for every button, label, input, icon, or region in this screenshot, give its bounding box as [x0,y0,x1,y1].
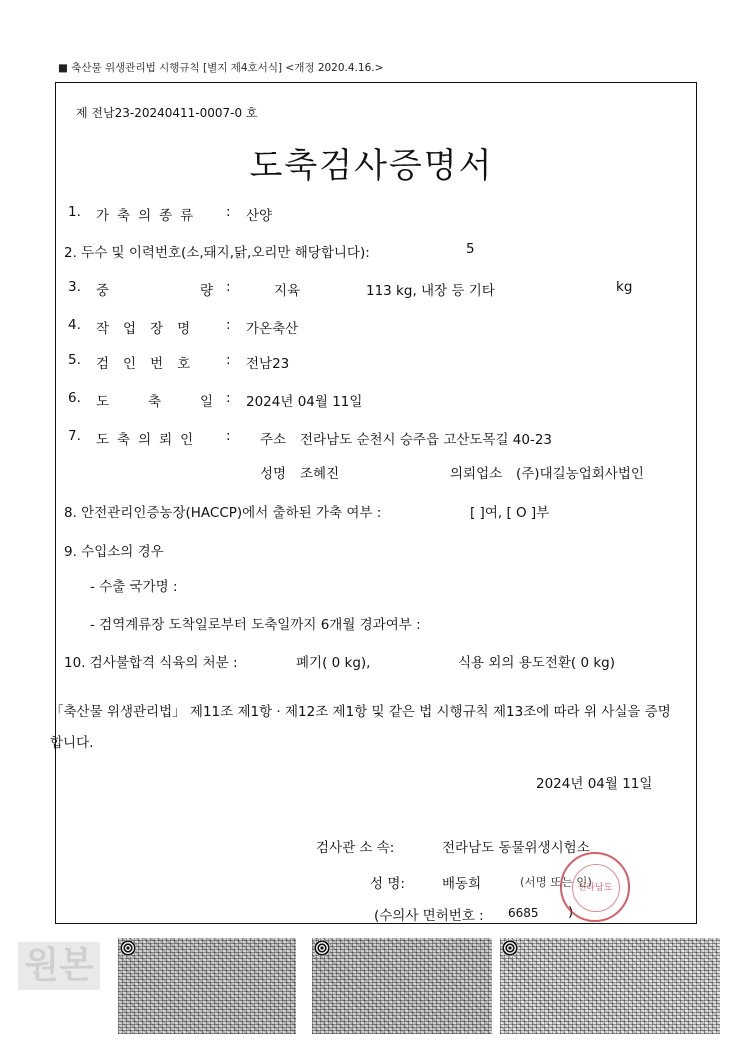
item-10-discard: 폐기( 0 kg), [296,655,371,671]
item-8-label: 8. 안전관리인증농장(HACCP)에서 출하된 가축 여부 : [64,505,382,521]
item-9-sub-quarantine: - 검역계류장 도착일로부터 도축일까지 6개월 경과여부 : [90,617,421,633]
item-1-label: 가축의종류 [96,208,202,224]
item-4-value: 가온축산 [246,321,299,337]
item-3-label: 중 [96,283,110,299]
corner-mark-icon [314,940,330,956]
requester-name-value: 조혜진 [300,466,340,482]
item-1-value: 산양 [246,208,273,224]
item-8-value: [ ]여, [ O ]부 [470,505,550,521]
item-4-label: 작업장명 [96,321,205,337]
item-7-label: 도축의뢰인 [96,432,202,448]
certificate-title: 도축검사증명서 [249,146,494,186]
certification-statement-line2: 합니다. [50,735,94,751]
sign-or-seal-note: (서명 또는 인) [520,875,592,889]
certification-statement-line1: 「축산물 위생관리법」 제11조 제1항 · 제12조 제1항 및 같은 법 시행규칙 제13조에 따라 위 사실을 증명 [50,704,671,720]
corner-mark-icon [120,940,136,956]
item-1-number: 1. [68,204,81,220]
item-4-number: 4. [68,317,81,333]
license-number: 6685 [508,906,539,920]
item-4-colon: : [226,317,231,333]
seal-text: 전라남도 [577,883,613,893]
license-close-paren: ) [568,904,574,920]
security-code-block-1 [118,938,296,1034]
item-5-colon: : [226,352,231,368]
item-10-label: 10. 검사불합격 식육의 처분 : [64,655,238,671]
document-number: 제 전남23-20240411-0007-0 호 [76,106,258,120]
requester-address-value: 전라남도 순천시 승주읍 고산도목길 40-23 [300,432,553,448]
item-6-label-3: 일 [200,394,214,410]
item-7-colon: : [226,428,231,444]
item-1-colon: : [226,204,231,220]
item-3-number: 3. [68,279,81,295]
item-3-meat-label: 지육 [274,283,301,299]
official-seal [560,852,630,922]
issue-date: 2024년 04월 11일 [536,776,653,792]
item-5-value: 전남23 [246,356,290,372]
security-code-block-2 [312,938,492,1034]
item-2-value: 5 [466,241,475,257]
item-3-meat-value: 113 kg, 내장 등 기타 [366,283,495,299]
security-code-block-3 [500,938,720,1034]
license-label: (수의사 면허번호 : [374,908,484,924]
inspector-org-value: 전라남도 동물위생시험소 [442,840,590,856]
item-6-number: 6. [68,390,81,406]
item-3-label-2: 량 [200,283,214,299]
item-6-label-2: 축 [148,394,162,410]
item-3-unit: kg [616,279,633,295]
item-3-colon: : [226,279,231,295]
inspector-name-label: 성 명: [370,876,405,892]
item-2-label: 2. 두수 및 이력번호(소,돼지,닭,오리만 해당합니다): [64,245,370,261]
original-watermark: 원본 [18,942,100,990]
form-reference-note: ■ 축산물 위생관리법 시행규칙 [별지 제4호서식] <개정 2020.4.16.> [58,62,384,74]
item-6-colon: : [226,390,231,406]
requester-office-label: 의뢰업소 [450,466,503,482]
item-6-value: 2024년 04월 11일 [246,394,363,410]
item-9-label: 9. 수입소의 경우 [64,544,164,560]
item-9-sub-export-country: - 수출 국가명 : [90,579,178,595]
item-5-number: 5. [68,352,81,368]
item-6-label: 도 [96,394,110,410]
corner-mark-icon [502,940,518,956]
inspector-org-label: 검사관 소 속: [316,840,395,856]
item-7-number: 7. [68,428,81,444]
requester-office-value: (주)대길농업회사법인 [516,466,644,482]
inspector-name-value: 배동희 [442,876,482,892]
requester-address-label: 주소 [260,432,287,448]
requester-name-label: 성명 [260,466,287,482]
item-10-convert: 식용 외의 용도전환( 0 kg) [458,655,616,671]
item-5-label: 검인번호 [96,356,205,372]
